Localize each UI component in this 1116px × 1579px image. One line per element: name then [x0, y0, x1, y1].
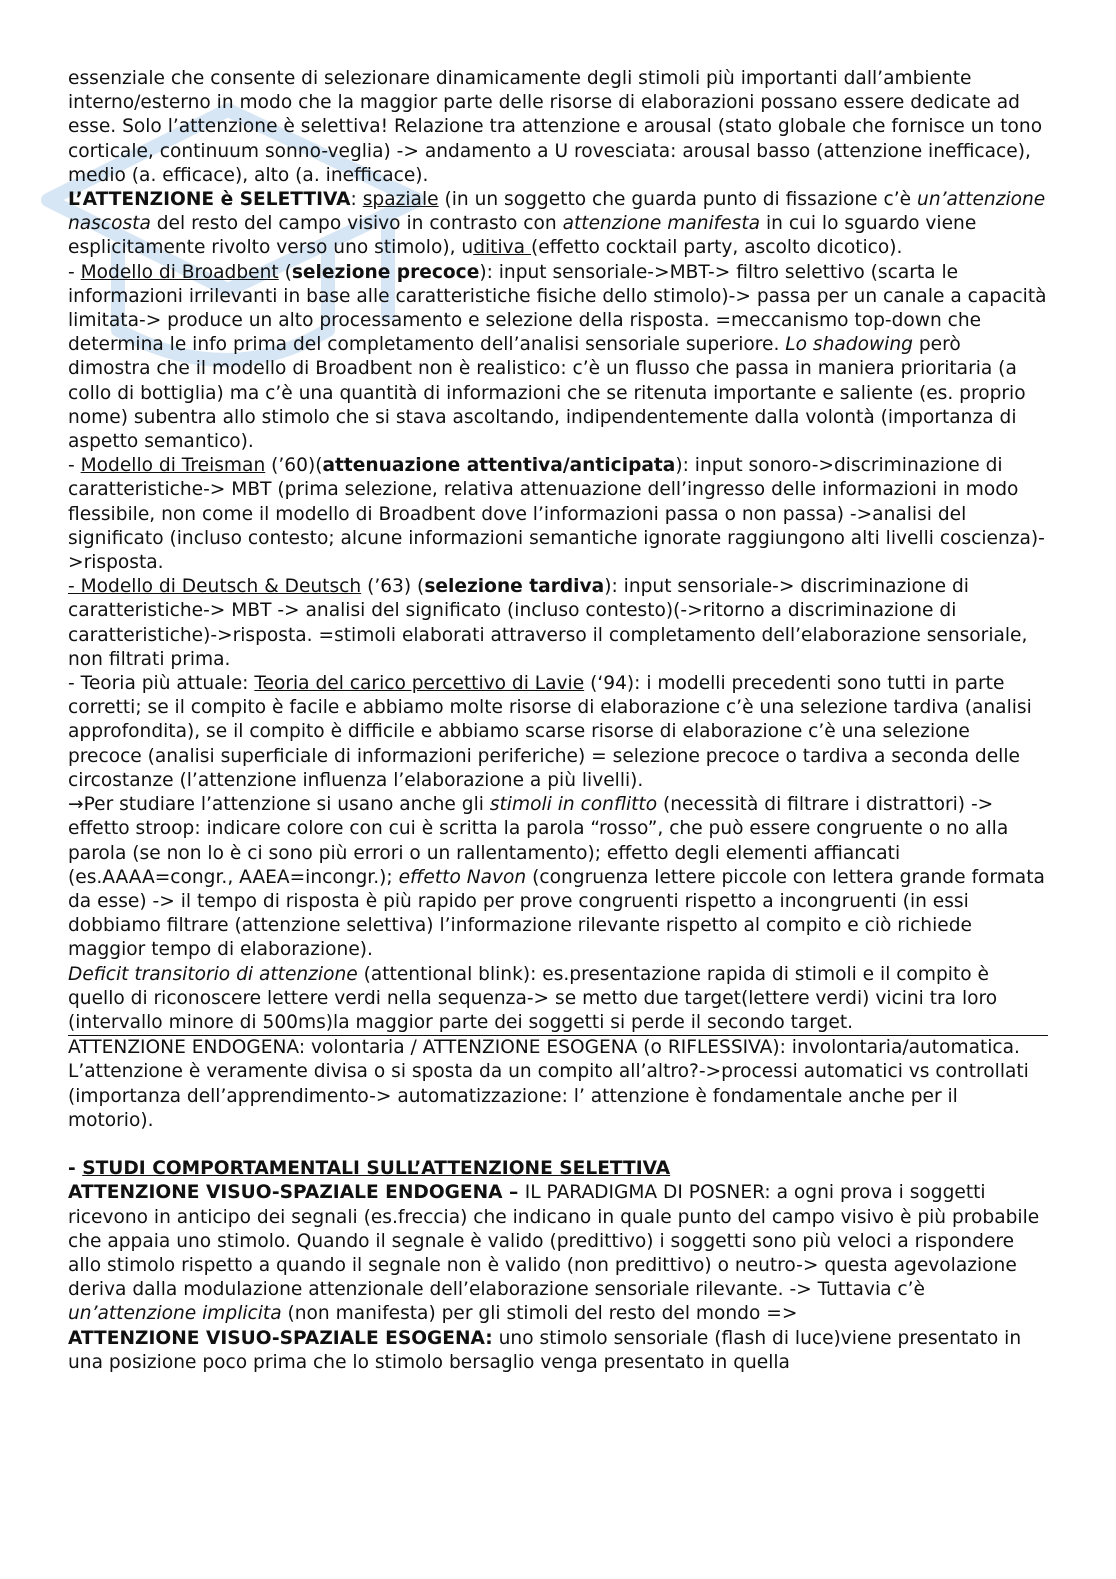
text-run: L’attenzione è veramente divisa o si sposta da un compito all’altro?->processi automatici vs controllati (importanza dell’apprendimento-> automatizzazione: l’ attenzione è fondamentale anche per il motorio).	[68, 1061, 1029, 1131]
paragraph	[68, 1036, 1048, 1060]
paragraph	[68, 793, 1048, 962]
italic-text: effetto Navon	[398, 866, 527, 888]
bold-text: L’ATTENZIONE è SELETTIVA	[68, 189, 351, 211]
bold-text: selezione precoce	[291, 261, 480, 283]
underlined-text: spaziale	[362, 189, 439, 211]
text-run: del resto del campo visivo in contrasto con	[150, 213, 563, 235]
italic-text: attenzione manifesta	[562, 213, 761, 235]
paragraph	[68, 1181, 1048, 1326]
blank-line	[68, 1133, 1048, 1157]
paragraph	[68, 67, 1048, 188]
bold-text: -	[68, 1158, 83, 1180]
text-run: -	[68, 455, 81, 477]
bold-text: ATTENZIONE VISUO-SPAZIALE ESOGENA:	[68, 1327, 493, 1349]
text-run: IL PARADIGMA DI POSNER: a ogni prova i soggetti ricevono in anticipo dei segnali (es.freccia) che indicano in quale punto del campo visivo è più probabile che appaia uno stimolo. Quando il segnale è valido (predittivo) i soggetti sono più veloci a rispondere allo stimolo rispetto a quando il segnale non è valido (non predittivo) o neutro-> questa agevolazione deriva dalla modulazione attenzionale dell’elaborazione sensoriale rilevante. -> Tuttavia c’è	[68, 1182, 1040, 1301]
text-run: (in un soggetto che guarda punto di fissazione c’è	[438, 189, 918, 211]
text-run: - Teoria più attuale:	[68, 673, 255, 695]
italic-text: stimoli in conflitto	[489, 794, 658, 816]
text-run: →Per studiare l’attenzione si usano anche gli	[68, 794, 490, 816]
text-run: (non manifesta) per gli stimoli del resto del mondo =>	[281, 1303, 798, 1325]
text-run: ): input sonoro->discriminazione di caratteristiche-> MBT (prima selezione, relativa attenuazione dell’ingresso delle informazioni in modo flessibile, non come il modello di Broadbent dove l’informazioni passa o non passa) ->analisi del significato (incluso contesto; alcune informazioni semantiche ignorate raggiungono alti livelli coscienza)->risposta.	[68, 455, 1045, 574]
text-run: essenziale che consente di selezionare dinamicamente degli stimoli più importanti dall’ambiente interno/esterno in modo che la maggior parte delle risorse di elaborazioni possano essere dedicate ad esse. Solo l’attenzione è selettiva! Relazione tra attenzione e arousal (stato globale che fornisce un tono corticale, continuum sonno-veglia) -> andamento a U rovesciata: arousal basso (attenzione inefficace), medio (a. efficace), alto (a. inefficace).	[68, 68, 1043, 186]
text-run: (’60)(	[265, 455, 323, 477]
text-run: :	[350, 189, 363, 211]
document-body	[68, 67, 1048, 1375]
bold-text: ATTENZIONE VISUO-SPAZIALE ENDOGENA –	[68, 1182, 525, 1204]
text-run: ): input sensoriale-> discriminazione di caratteristiche-> MBT -> analisi del significato (incluso contesto)(->ritorno a discriminazione di caratteristiche)->risposta. =stimoli elaborati attraverso il completamento dell’elaborazione sensoriale, non filtrati prima.	[68, 576, 1028, 670]
text-run: ): input sensoriale->MBT-> filtro selettivo (scarta le informazioni irrilevanti in base alle caratteristiche fisiche dello stimolo)-> passa per un canale a capacità limitata-> produce un alto processamento e selezione della risposta. =meccanismo top-down che determina le info prima del completamento dell’analisi sensoriale superiore.	[68, 261, 1047, 356]
italic-text: un’attenzione nascosta	[68, 189, 1046, 235]
paragraph	[68, 261, 1048, 455]
paragraph	[68, 963, 1048, 1036]
italic-text: un’attenzione implicita	[68, 1303, 282, 1325]
text-run: (‘94): i modelli precedenti sono tutti in parte corretti; se il compito è facile e abbiamo molte risorse di elaborazione c’è una selezione tardiva (analisi approfondita), se il compito è difficile e abbiamo scarse risorse di elaborazione c’è una selezione precoce (analisi superficiale di informazioni periferiche) = selezione precoce o tardiva a seconda delle circostanze (l’attenzione influenza l’elaborazione a più livelli).	[68, 673, 1032, 791]
underlined-text: Teoria del carico percettivo di Lavie	[254, 673, 585, 695]
bold-text: STUDI COMPORTAMENTALI SULL’ATTENZIONE SELETTIVA	[82, 1158, 671, 1180]
text-run: -	[68, 261, 81, 283]
paragraph	[68, 1157, 1048, 1181]
underlined-text: - Modello di Deutsch & Deutsch	[68, 576, 362, 598]
underlined-text: Modello di Broadbent	[80, 261, 279, 283]
underlined-text: Modello di Treisman	[80, 455, 266, 477]
text-run: (congruenza lettere piccole con lettera grande formata da esse) -> il tempo di risposta è più rapido per prove congruenti rispetto a incongruenti (in essi dobbiamo filtrare (attenzione selettiva) l’informazione rilevante rispetto al compito e ciò richiede maggior tempo di elaborazione).	[68, 866, 1045, 961]
paragraph	[68, 575, 1048, 672]
italic-text: Lo shadowing	[785, 334, 913, 356]
paragraph	[68, 1060, 1048, 1133]
bold-text: selezione tardiva	[424, 576, 605, 598]
text-run: (necessità di filtrare i distrattori) -> effetto stroop: indicare colore con cui è scritta la parola “rosso”, che può essere congruente o no alla parola (se non lo è ci sono più errori o un rallentamento); effetto degli elementi affiancati (es.AAAA=congr., AAEA=incongr.);	[68, 794, 1009, 888]
italic-text: Deficit transitorio di attenzione	[68, 963, 358, 985]
text-run: ATTENZIONE ENDOGENA: volontaria / ATTENZIONE ESOGENA (o RIFLESSIVA): involontaria/automatica.	[68, 1037, 1020, 1059]
paragraph	[68, 672, 1048, 793]
text-run: in cui lo sguardo viene esplicitamente rivolto verso uno stimolo), u	[68, 213, 977, 259]
text-run: però dimostra che il modello di Broadbent non è realistico: c’è un flusso che passa in maniera prioritaria (a collo di bottiglia) ma c’è una quantità di informazioni che se ritenuta importante e saliente (es. proprio nome) subentra allo stimolo che si stava ascoltando, indipendentemente dalla volontà (importanza di aspetto semantico).	[68, 334, 1026, 453]
text-run: (’63) (	[361, 576, 425, 598]
underlined-text: ditiva	[473, 237, 531, 259]
text-run: (	[278, 261, 292, 283]
paragraph	[68, 188, 1048, 261]
bold-text: attenuazione attentiva/anticipata	[322, 455, 676, 477]
text-run: uno stimolo sensoriale (flash di luce)viene presentato in una posizione poco prima che lo stimolo bersaglio venga presentato in quella	[68, 1327, 1022, 1373]
paragraph	[68, 454, 1048, 575]
text-run: (effetto cocktail party, ascolto dicotico).	[530, 237, 903, 259]
paragraph	[68, 1327, 1048, 1375]
text-run: (attentional blink): es.presentazione rapida di stimoli e il compito è quello di riconoscere lettere verdi nella sequenza-> se metto due target(lettere verdi) vicini tra loro (intervallo minore di 500ms)la maggior parte dei soggetti si perde il secondo target.	[68, 963, 998, 1033]
